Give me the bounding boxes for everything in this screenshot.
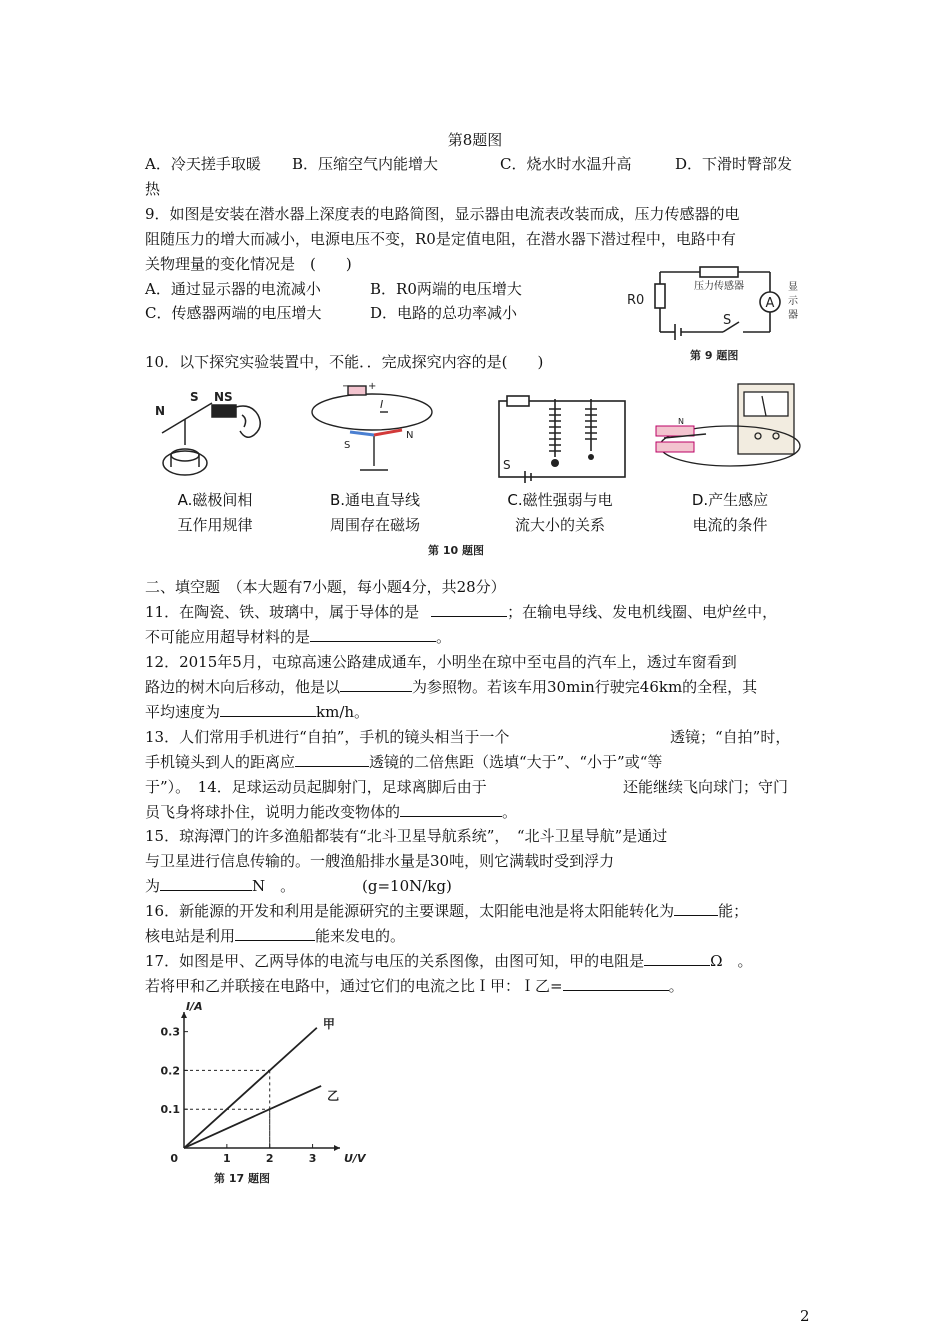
q11-line-1 (145, 602, 777, 622)
q11-text-1b: ；在输电导线、发电机线圈、电炉丝中， (507, 603, 778, 621)
q10-option-b-1: B.通电直导线 (329, 491, 421, 509)
q12-text-3a: 平均速度为 (145, 703, 221, 721)
q10-option-c-1: C.磁性强弱与电 (507, 491, 613, 509)
fig10-caption: 第 10 题图 (428, 544, 484, 557)
q12-text-2a: 路边的树木向后移动，他是以 (145, 678, 341, 696)
page-number: 2 (800, 1307, 810, 1325)
q10-option-d-1: D.产生感应 (691, 491, 769, 509)
series-label-1: 甲 (322, 1016, 335, 1031)
q12-blank-1[interactable] (340, 677, 412, 692)
q10-stem: 10．以下探究实验装置中，不能．．完成探究内容的是( ) (145, 353, 544, 371)
q17-text-1a: 17．如图是甲、乙两导体的电流与电压的关系图像，由图可知，甲的电阻是 (145, 952, 645, 970)
q8-option-c: C．烧水时水温升高 (500, 155, 632, 173)
q9-option-b: B．R0两端的电压增大 (370, 280, 522, 298)
fig10-a-ns-label: NS (214, 390, 233, 404)
q12-line-1: 12．2015年5月，屯琼高速公路建成通车，小明坐在琼中至屯昌的汽车上，透过车窗看到 (145, 653, 737, 671)
q13-text-2a: 手机镜头到人的距离应 (145, 753, 296, 771)
q13-line-1b: 透镜；“自拍”时， (670, 728, 791, 746)
q9-option-d: D．电路的总功率减小 (370, 304, 518, 322)
q17-text-2a: 若将甲和乙并联接在电路中，通过它们的电流之比Ｉ甲：Ｉ乙= (145, 977, 563, 995)
fig10-a-n-label: N (155, 404, 166, 418)
q9-line-1: 9．如图是安装在潜水器上深度表的电路简图，显示器由电流表改装而成，压力传感器的电 (145, 205, 740, 223)
q8-option-b: B．压缩空气内能增大 (292, 155, 439, 173)
fig10-b-s-label: S (344, 440, 351, 451)
fig8-caption: 第8题图 (447, 131, 503, 149)
q15-line-1: 15．琼海潭门的许多渔船都装有“北斗卫星导航系统”， “北斗卫星导航”是通过 (145, 827, 668, 845)
x-axis-arrow (334, 1145, 340, 1151)
q11-blank-2[interactable] (310, 627, 436, 642)
q14-text-4a: 员飞身将球扑住，说明力能改变物体的 (145, 803, 401, 821)
q17-blank-2[interactable] (563, 976, 669, 991)
q8-option-a: A．冷天搓手取暖 (145, 155, 261, 173)
fig9-caption: 第 9 题图 (690, 349, 739, 362)
q15-text-3a: 为 (145, 877, 161, 895)
q14-line-4 (145, 802, 517, 822)
fig10-b-plus: + (368, 381, 377, 392)
q16-blank-2[interactable] (235, 926, 315, 941)
y-axis-label: I/A (186, 1000, 203, 1013)
q16-line-1 (145, 901, 748, 921)
q16-text-1b: 能； (718, 902, 749, 920)
fig10-b-minus: − (342, 381, 351, 392)
q9-option-a: A．通过显示器的电流减小 (145, 280, 321, 298)
fig17-chart (160, 1000, 366, 1190)
q11-text-1a: 11．在陶瓷、铁、玻璃中，属于导体的是 (145, 603, 420, 621)
fig9-sensor-label: 压力传感器 (694, 281, 744, 292)
q8-option-d: D．下滑时臀部发 (675, 155, 793, 173)
q13-line-1a: 13．人们常用手机进行“自拍”，手机的镜头相当于一个 (145, 728, 510, 746)
q10-option-c-2: 流大小的关系 (514, 516, 605, 534)
q15-line-3 (145, 876, 295, 896)
q9-line-3: 关物理量的变化情况是 ( ) (145, 255, 352, 273)
y-tick-label: 0.3 (160, 1025, 180, 1039)
q17-text-2b: 。 (668, 977, 684, 995)
x-tick-label: 2 (265, 1152, 274, 1165)
q12-blank-2[interactable] (220, 702, 316, 717)
fig9-display-char-2: 示 (788, 296, 798, 307)
q13-line-2 (145, 752, 662, 772)
q8-option-d-cont: 热 (145, 180, 161, 198)
fig9-display-char-1: 显 (788, 282, 798, 293)
fig9-r0-label: R0 (627, 293, 645, 308)
chart-caption: 第 17 题图 (214, 1172, 270, 1185)
q10-option-b-2: 周围存在磁场 (329, 516, 420, 534)
q16-line-2 (145, 926, 405, 946)
q17-text-1b: Ω 。 (710, 952, 753, 970)
fig10-c-s-label: S (503, 458, 511, 472)
fig10-d-n-label: N (678, 417, 684, 426)
y-tick-label: 0.1 (160, 1103, 180, 1117)
fig9-switch-label: S (723, 313, 732, 328)
x-tick-label: 3 (308, 1152, 317, 1165)
q15-text-3b: N 。 (252, 877, 296, 895)
q12-text-2b: 为参照物。若该车用30min行驶完46km的全程，其 (412, 678, 758, 696)
q14-line-3b: 还能继续飞向球门；守门 (623, 778, 789, 796)
x-axis-label: U/V (344, 1152, 366, 1165)
fig10-a-s-label: S (190, 390, 199, 404)
q15-blank-1[interactable] (160, 876, 252, 891)
fig10-c-electromagnets (495, 395, 630, 485)
fig9-display-char-3: 器 (788, 310, 798, 321)
q14-blank-2[interactable] (400, 802, 502, 817)
q11-blank-1[interactable] (431, 602, 507, 617)
q16-blank-1[interactable] (674, 901, 718, 916)
series-line-1 (184, 1028, 317, 1148)
q16-text-2b: 能来发电的。 (315, 927, 406, 945)
q15-line-2: 与卫星进行信息传输的。一艘渔船排水量是30吨，则它满载时受到浮力 (145, 852, 615, 870)
y-tick-label: 0.2 (160, 1064, 180, 1078)
fig10-a-magnets (150, 385, 280, 485)
q13-text-2b: 透镜的二倍焦距（选填“大于”、“小于”或“等 (369, 753, 663, 771)
q12-line-2 (145, 677, 757, 697)
q17-line-1 (145, 951, 753, 971)
q9-line-2: 阻随压力的增大而减小，电源电压不变，R0是定值电阻，在潜水器下潜过程中，电路中有 (145, 230, 736, 248)
q17-blank-1[interactable] (644, 951, 710, 966)
q11-text-2b: 。 (436, 628, 452, 646)
q16-text-1a: 16．新能源的开发和利用是能源研究的主要课题，太阳能电池是将太阳能转化为 (145, 902, 675, 920)
fig10-b-wire (310, 378, 440, 478)
q10-option-d-2: 电流的条件 (692, 516, 768, 534)
fig10-b-n-label: N (406, 430, 414, 441)
series-line-2 (184, 1086, 321, 1148)
q14-text-4b: 。 (502, 803, 518, 821)
q9-option-c: C．传感器两端的电压增大 (145, 304, 322, 322)
q17-line-2 (145, 976, 684, 996)
series-label-2: 乙 (327, 1088, 340, 1103)
origin-label: 0 (170, 1152, 178, 1165)
x-tick-label: 1 (223, 1152, 231, 1165)
q10-option-a-2: 互作用规律 (177, 516, 253, 534)
section-2-heading: 二、填空题 （本大题有7小题，每小题4分，共28分） (145, 578, 506, 596)
q12-text-3b: km/h。 (316, 703, 370, 721)
q14-line-3a: 于”）。 14．足球运动员起脚射门，足球离脚后由于 (145, 778, 487, 796)
q10-option-a-1: A.磁极间相 (177, 491, 253, 509)
q16-text-2a: 核电站是利用 (145, 927, 236, 945)
q13-blank-2[interactable] (295, 752, 369, 767)
q11-text-2a: 不可能应用超导材料的是 (145, 628, 311, 646)
fig9-ammeter-label: A (765, 296, 775, 311)
q15-gravity-note: (g=10N/kg) (362, 877, 452, 895)
fig10-b-current-label: I (380, 398, 384, 411)
q12-line-3 (145, 702, 369, 722)
fig10-d-induction (650, 380, 800, 480)
q11-line-2 (145, 627, 451, 647)
